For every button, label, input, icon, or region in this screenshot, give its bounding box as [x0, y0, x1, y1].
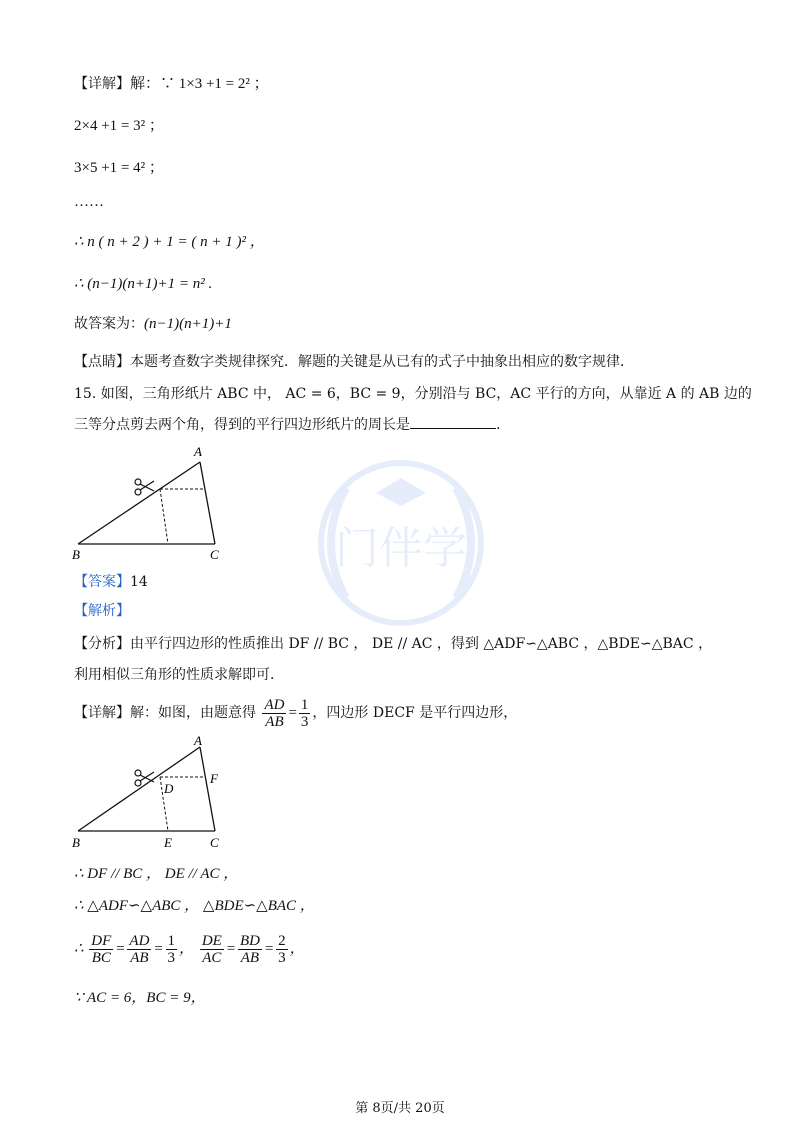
analysis-label: 【解析】: [74, 603, 130, 619]
answer-line: 故答案为：(n−1)(n+1)+1: [74, 316, 232, 332]
answer-blank: [410, 416, 496, 429]
step-ratios: ∴ $\frac{DF}{BC}$ = $\frac{AD}{AB}$ = $\frac{1}{3}$ ， $\frac{DE}{AC}$ = $\frac{BD}{AB}$ = $\frac{2}{3}$ ，: [74, 933, 305, 967]
vertex-label-a: A: [194, 444, 202, 459]
ellipsis-line: ……: [74, 194, 104, 210]
vertex-label-a: A: [194, 735, 202, 748]
analysis-line-2: 利用相似三角形的性质求解即可．: [74, 667, 284, 683]
answer-block: 【答案】14: [74, 574, 148, 590]
vertex-label-d: D: [164, 781, 174, 796]
watermark-logo: [286, 448, 516, 638]
fraction-two-thirds: $\frac{2}{3}$: [278, 933, 286, 967]
fraction-df-bc: $\frac{DF}{BC}$: [91, 933, 112, 967]
eq-line-3: 3×5 +1 = 4² ；: [74, 160, 164, 176]
fraction-de-ac: $\frac{DE}{AC}$: [201, 933, 222, 967]
comment-line: 【点睛】本题考查数字类规律探究．解题的关键是从已有的式子中抽象出相应的数字规律．: [74, 354, 634, 370]
fraction-one-third: $\frac{1}{3}$: [300, 696, 309, 730]
step-similar: ∴ △ADF∽△ABC ， △BDE∽△BAC ，: [74, 898, 315, 914]
fraction-ad-ab-2: $\frac{AD}{AB}$: [129, 933, 150, 967]
triangle-figure-1: [70, 440, 240, 562]
vertex-label-b: B: [72, 835, 80, 850]
step-parallel: ∴ DF // BC ， DE // AC ，: [74, 866, 239, 882]
question-15-line-2: 三等分点剪去两个角，得到的平行四边形纸片的周长是 .: [74, 417, 501, 433]
analysis-line-1: 【分析】由平行四边形的性质推出 DF // BC ， DE // AC ，得到 △ADF∽△ABC ，△BDE∽△BAC ，: [74, 636, 713, 652]
fraction-one-third-2: $\frac{1}{3}$: [167, 933, 176, 967]
fraction-ad-ab: $\frac{AD}{AB}$: [264, 696, 285, 730]
eq-line-conclusion: ∴ (n−1)(n+1)+1 = n² .: [74, 276, 213, 292]
vertex-label-f: F: [210, 771, 218, 786]
detail-line-fraction: 【详解】解：如图，由题意得 $\frac{AD}{AB}$ = $\frac{1}{3}$ ，四边形 DECF 是平行四边形，: [74, 696, 518, 730]
question-15-line-1: 15. 如图，三角形纸片 ABC 中， AC = 6，BC = 9，分别沿与 BC，AC 平行的方向，从靠近 A 的 AB 边的: [74, 386, 752, 402]
page-footer: 第 8页/共 20页: [355, 1101, 445, 1116]
watermark-text: 门伴学: [335, 523, 467, 574]
step-given: ∵ AC = 6，BC = 9，: [74, 990, 206, 1006]
detail-line-1: 【详解】解：∵ 1×3 +1 = 2² ；: [74, 76, 269, 92]
eq-line-2: 2×4 +1 = 3² ；: [74, 118, 164, 134]
eq-line-general: ∴ n ( n + 2 ) + 1 = ( n + 1 )² ，: [74, 234, 265, 250]
fraction-bd-ab: $\frac{BD}{AB}$: [239, 933, 260, 967]
scissors-icon: [135, 479, 154, 495]
scissors-icon: [135, 770, 154, 786]
triangle-figure-2: [70, 735, 240, 857]
vertex-label-c: C: [210, 835, 219, 850]
vertex-label-e: E: [164, 835, 172, 850]
vertex-label-c: C: [210, 547, 219, 562]
vertex-label-b: B: [72, 547, 80, 562]
